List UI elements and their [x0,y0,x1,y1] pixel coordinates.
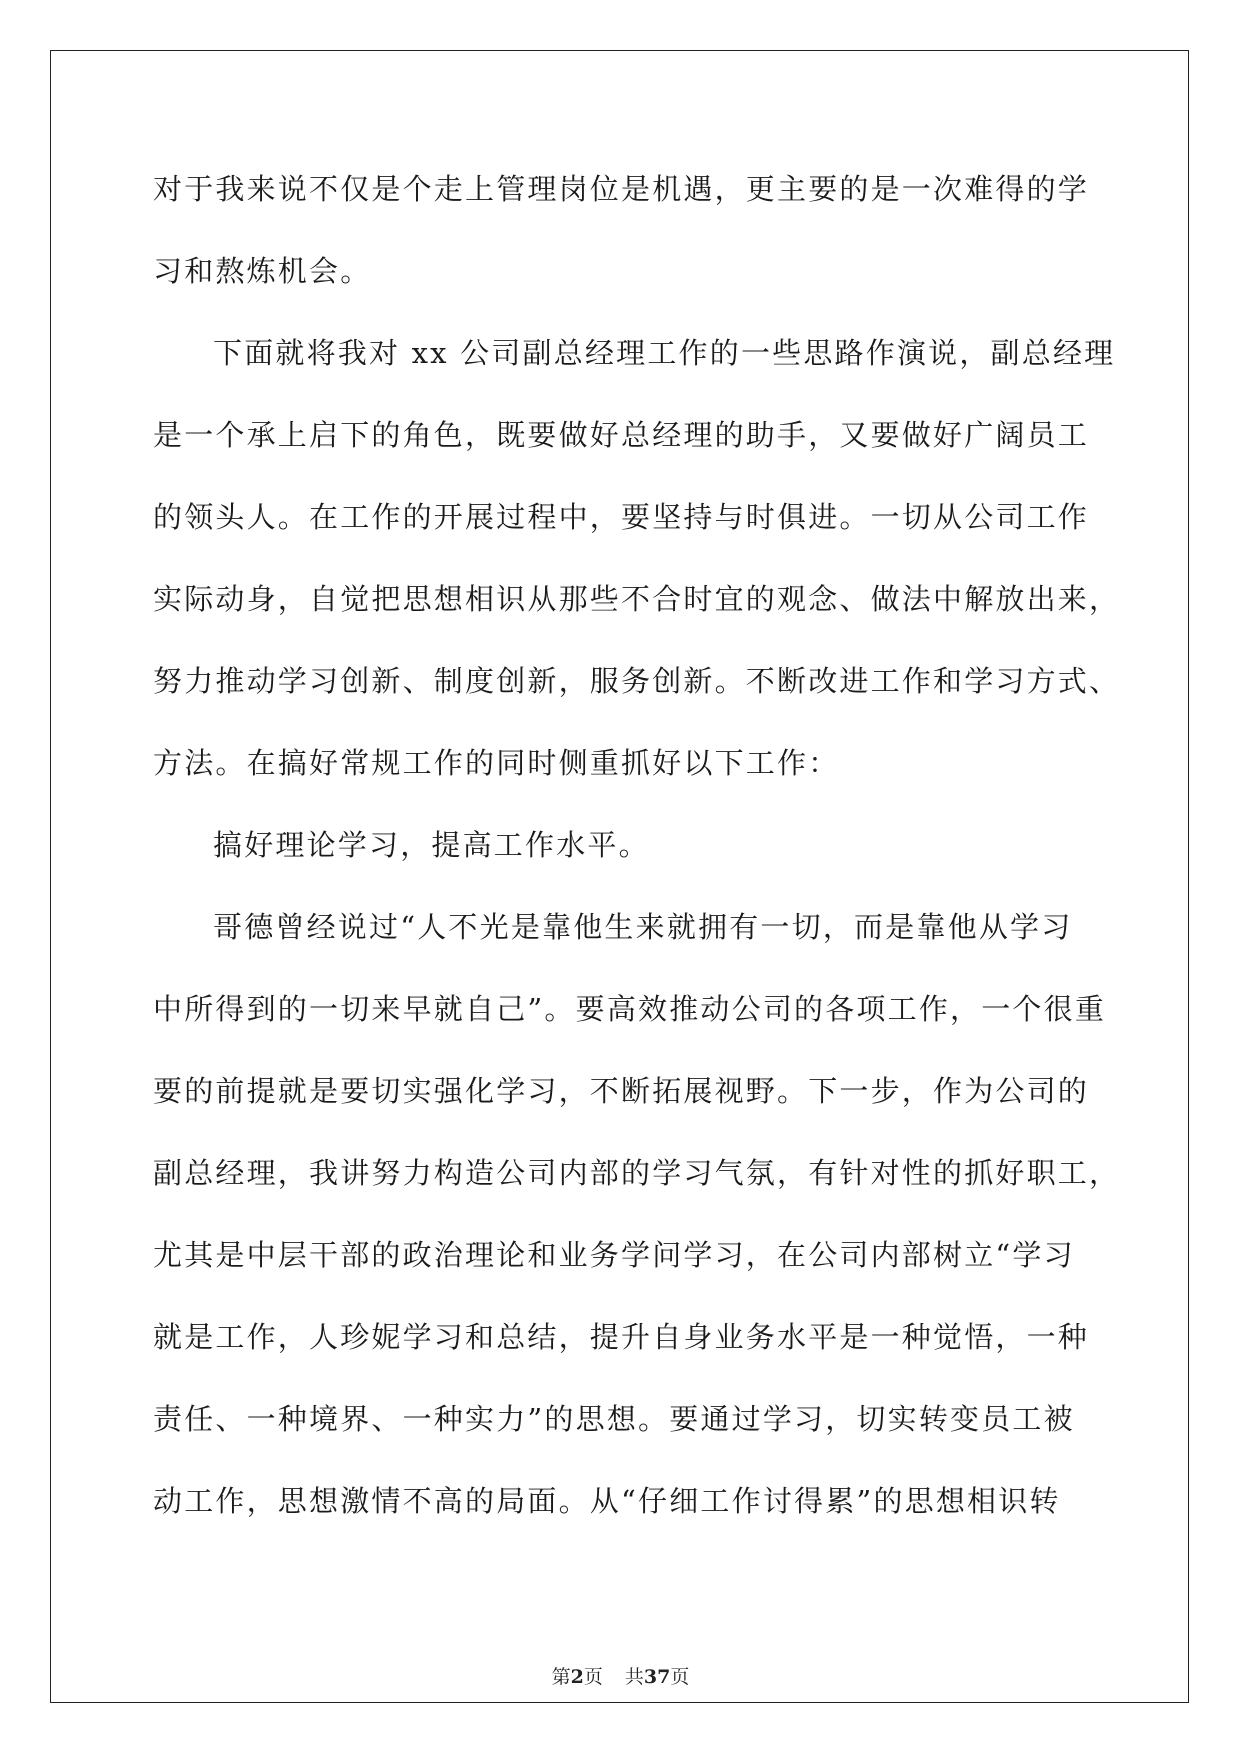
text-line: 方法。在搞好常规工作的同时侧重抓好以下工作： [153,746,840,780]
footer-page-suffix: 页 [583,1666,603,1688]
text-line: 责任、一种境界、一种实力”的思想。要通过学习，切实转变员工被 [153,1402,1075,1436]
text-line: 中所得到的一切来早就自己”。要高效推动公司的各项工作，一个很重 [153,992,1107,1026]
text-line: 尤其是中层干部的政治理论和业务学问学习，在公司内部树立“学习 [153,1238,1075,1272]
text-line: 动工作，思想激情不高的局面。从“仔细工作讨得累”的思想相识转 [153,1484,1061,1518]
text-line: 下面就将我对 xx 公司副总经理工作的一些思路作演说，副总经理 [213,336,1116,370]
footer-total-suffix: 页 [670,1666,690,1688]
footer-page-prefix: 第 [551,1666,571,1688]
page-footer [0,1662,1241,1689]
text-line: 努力推动学习创新、制度创新，服务创新。不断改进工作和学习方式、 [153,664,1121,698]
current-page-number: 2 [570,1666,584,1688]
text-line: 是一个承上启下的角色，既要做好总经理的助手，又要做好广阔员工 [153,418,1090,452]
text-line: 对于我来说不仅是个走上管理岗位是机遇，更主要的是一次难得的学 [153,172,1090,206]
text-line: 哥德曾经说过“人不光是靠他生来就拥有一切，而是靠他从学习 [213,910,1073,944]
text-line: 习和熬炼机会。 [153,254,372,288]
text-line: 要的前提就是要切实强化学习，不断拓展视野。下一步，作为公司的 [153,1074,1090,1108]
text-line: 实际动身，自觉把思想相识从那些不合时宜的观念、做法中解放出来， [153,582,1121,616]
document-body [153,164,1121,1558]
footer-total-prefix: 共 [624,1666,644,1688]
total-pages-number: 37 [643,1666,671,1688]
text-line: 副总经理，我讲努力构造公司内部的学习气氛，有针对性的抓好职工， [153,1156,1121,1190]
section-heading: 搞好理论学习，提高工作水平。 [213,828,650,862]
text-line: 的领头人。在工作的开展过程中，要坚持与时俱进。一切从公司工作 [153,500,1090,534]
text-line: 就是工作，人珍妮学习和总结，提升自身业务水平是一种觉悟，一种 [153,1320,1090,1354]
